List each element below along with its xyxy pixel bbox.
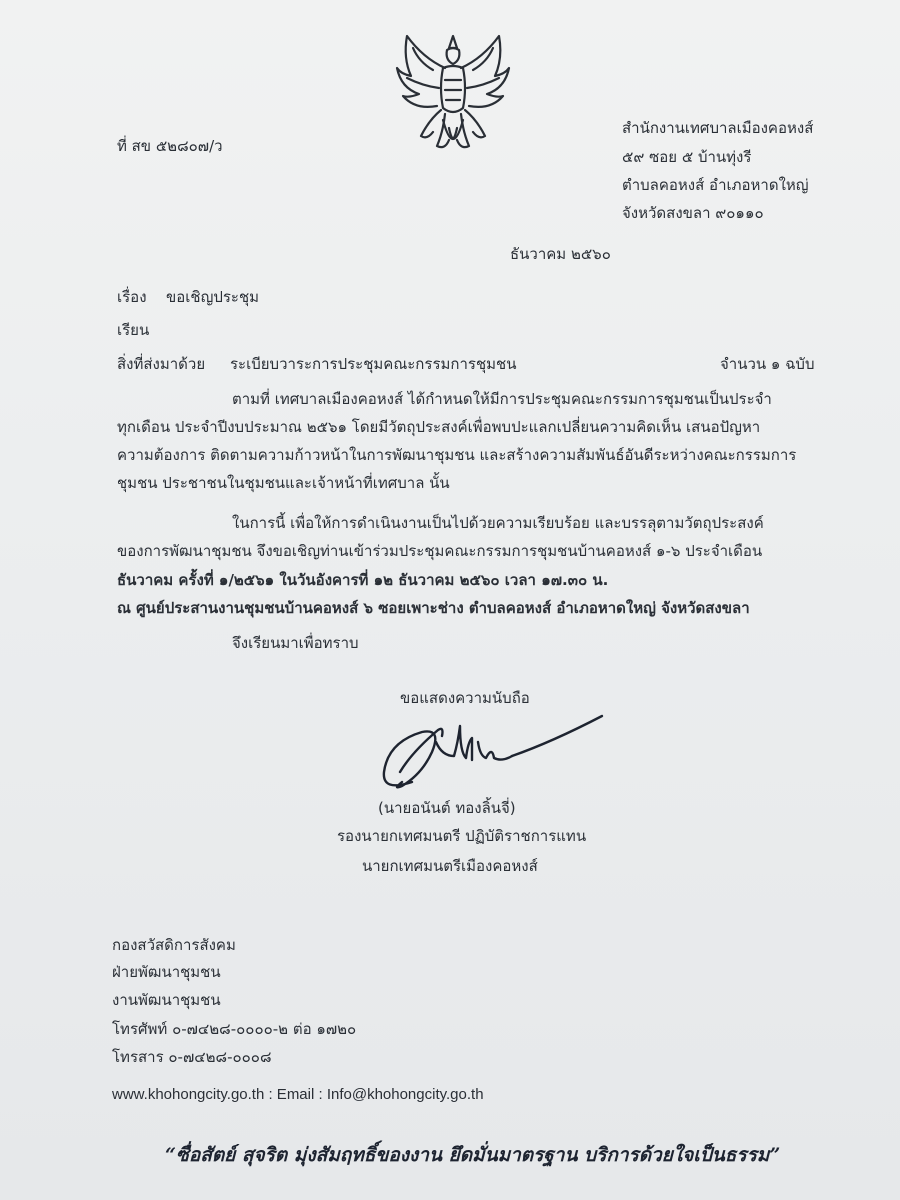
signatory-name: (นายอนันต์ ทองลิ้นจี่)	[378, 799, 516, 817]
subject-value: ขอเชิญประชุม	[166, 288, 260, 306]
meeting-venue: ณ ศูนย์ประสานงานชุมชนบ้านคอหงส์ ๖ ซอยเพาะช่าง ตำบลคอหงส์ อำเภอหาดใหญ่ จังหวัดสงขลา	[117, 599, 750, 617]
enclosure-count: จำนวน ๑ ฉบับ	[720, 355, 815, 373]
sender-address-line-1: สำนักงานเทศบาลเมืองคอหงส์	[622, 119, 814, 137]
salutation: ขอแสดงความนับถือ	[400, 689, 530, 707]
body-paragraph-2-line-2: ของการพัฒนาชุมชน จึงขอเชิญท่านเข้าร่วมประชุมคณะกรรมการชุมชนบ้านคอหงส์ ๑-๖ ประจำเดือน	[117, 542, 763, 560]
footer-dept-line-3: งานพัฒนาชุมชน	[112, 991, 221, 1009]
body-paragraph-1-line-1: ตามที่ เทศบาลเมืองคอหงส์ ได้กำหนดให้มีการประชุมคณะกรรมการชุมชนเป็นประจำ	[232, 390, 772, 408]
enclosure-value: ระเบียบวาระการประชุมคณะกรรมการชุมชน	[230, 355, 517, 373]
footer-fax: โทรสาร ๐-๗๔๒๘-๐๐๐๘	[112, 1048, 272, 1066]
sender-address-line-2: ๕๙ ซอย ๕ บ้านทุ่งรี	[622, 148, 752, 166]
signatory-position-1: รองนายกเทศมนตรี ปฏิบัติราชการแทน	[337, 827, 587, 845]
letter-date: ธันวาคม ๒๕๖๐	[510, 245, 611, 263]
enclosure-label: สิ่งที่ส่งมาด้วย	[117, 355, 206, 373]
garuda-emblem-icon	[393, 28, 513, 163]
body-paragraph-1-line-2: ทุกเดือน ประจำปีงบประมาณ ๒๕๖๑ โดยมีวัตถุประสงค์เพื่อพบปะแลกเปลี่ยนความคิดเห็น เสนอปัญหา	[117, 418, 761, 436]
reference-number: ที่ สข ๕๒๘๐๗/ว	[117, 137, 223, 155]
footer-motto: “ซื่อสัตย์ สุจริต มุ่งสัมฤทธิ์ของงาน ยึดมั่นมาตรฐาน บริการด้วยใจเป็นธรรม”	[165, 1144, 781, 1166]
body-paragraph-1-line-4: ชุมชน ประชาชนในชุมชนและเจ้าหน้าที่เทศบาล นั้น	[117, 474, 450, 492]
footer-web-email: www.khohongcity.go.th : Email : Info@khohongcity.go.th	[112, 1086, 484, 1103]
footer-phone: โทรศัพท์ ๐-๗๔๒๘-๐๐๐๐-๒ ต่อ ๑๗๒๐	[112, 1020, 357, 1038]
meeting-date-time: ธันวาคม ครั้งที่ ๑/๒๕๖๑ ในวันอังคารที่ ๑๒ ธันวาคม ๒๕๖๐ เวลา ๑๗.๓๐ น.	[117, 571, 609, 589]
body-paragraph-2-line-1: ในการนี้ เพื่อให้การดำเนินงานเป็นไปด้วยความเรียบร้อย และบรรลุตามวัตถุประสงค์	[232, 514, 764, 532]
signatory-position-2: นายกเทศมนตรีเมืองคอหงส์	[362, 857, 538, 875]
closing-line: จึงเรียนมาเพื่อทราบ	[232, 634, 359, 652]
handwritten-signature	[372, 712, 612, 802]
sender-address-line-4: จังหวัดสงขลา ๙๐๑๑๐	[622, 204, 764, 222]
sender-address-line-3: ตำบลคอหงส์ อำเภอหาดใหญ่	[622, 176, 809, 194]
recipient-label: เรียน	[117, 321, 150, 339]
subject-label: เรื่อง	[117, 288, 147, 306]
footer-dept-line-1: กองสวัสดิการสังคม	[112, 936, 236, 954]
body-paragraph-1-line-3: ความต้องการ ติดตามความก้าวหน้าในการพัฒนาชุมชน และสร้างความสัมพันธ์อันดีระหว่างคณะกรรมการ	[117, 446, 797, 464]
footer-dept-line-2: ฝ่ายพัฒนาชุมชน	[112, 963, 221, 981]
